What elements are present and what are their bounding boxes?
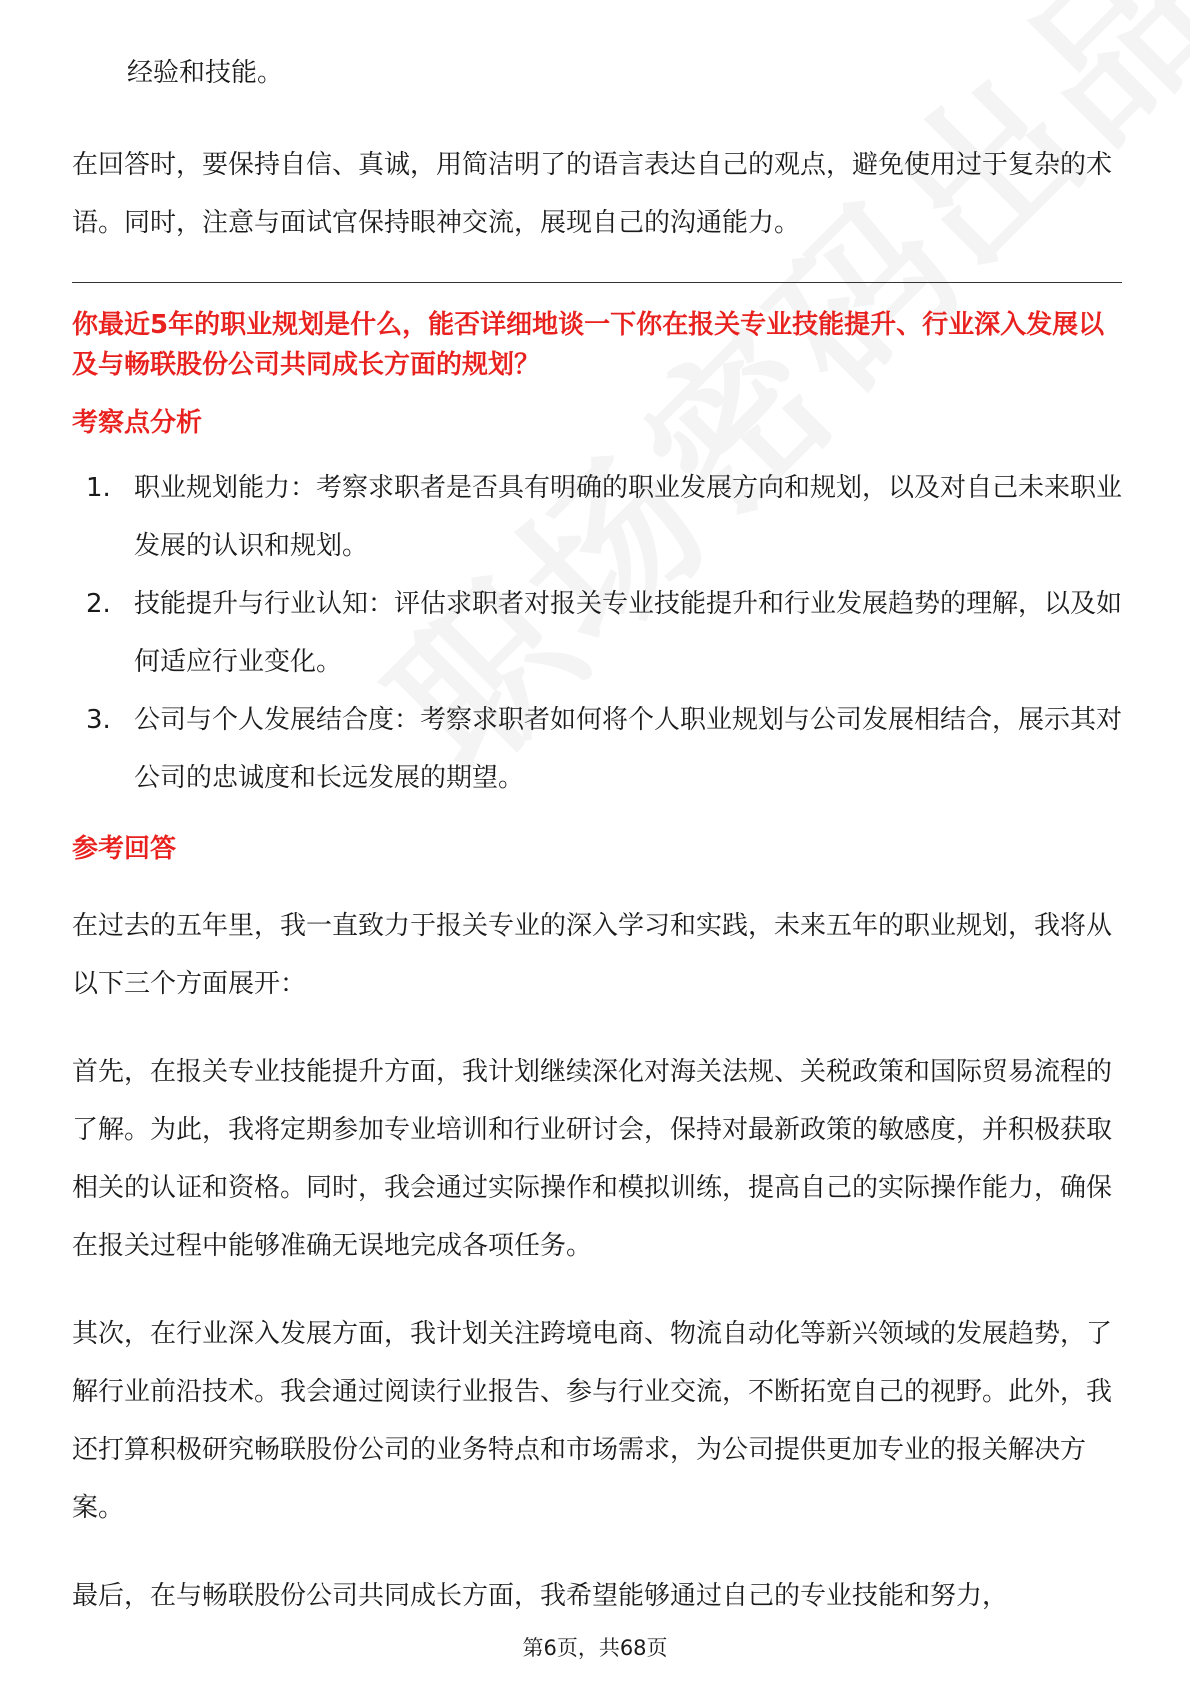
- answer-paragraph-1: 在过去的五年里，我一直致力于报关专业的深入学习和实践，未来五年的职业规划，我将从以下三个方面展开：: [72, 911, 1113, 999]
- section-divider: [72, 282, 1122, 283]
- intro-continuation: 经验和技能。: [127, 58, 284, 88]
- list-text: 职业规划能力：考察求职者是否具有明确的职业发展方向和规划，以及对自己未来职业发展的认识和规划。: [134, 473, 1123, 561]
- analysis-heading: 考察点分析: [72, 408, 203, 438]
- answer-paragraph-4: 最后，在与畅联股份公司共同成长方面，我希望能够通过自己的专业技能和努力，: [72, 1581, 1009, 1611]
- answer-paragraph-2: 首先，在报关专业技能提升方面，我计划继续深化对海关法规、关税政策和国际贸易流程的了解。为此，我将定期参加专业培训和行业研讨会，保持对最新政策的敏感度，并积极获取相关的认证和资格。同时，我会通过实际操作和模拟训练，提高自己的实际操作能力，确保在报关过程中能够准确无误地完成各项任务。: [72, 1057, 1113, 1261]
- list-item: [86, 459, 1122, 575]
- list-text: 技能提升与行业认知：评估求职者对报关专业技能提升和行业发展趋势的理解，以及如何适应行业变化。: [134, 589, 1123, 677]
- list-number: 3.: [86, 705, 111, 735]
- page-content: [72, 44, 1122, 1625]
- answer-paragraph-3: 其次，在行业深入发展方面，我计划关注跨境电商、物流自动化等新兴领域的发展趋势，了解行业前沿技术。我会通过阅读行业报告、参与行业交流，不断拓宽自己的视野。此外，我还打算积极研究畅联股份公司的业务特点和市场需求，为公司提供更加专业的报关解决方案。: [72, 1319, 1113, 1523]
- answer-heading: 参考回答: [72, 834, 177, 864]
- page-number: 第6页，共68页: [522, 1636, 668, 1660]
- list-item: [86, 575, 1122, 691]
- list-text: 公司与个人发展结合度：考察求职者如何将个人职业规划与公司发展相结合，展示其对公司的忠诚度和长远发展的期望。: [134, 705, 1123, 793]
- analysis-list: [72, 459, 1122, 807]
- list-number: 1.: [86, 473, 111, 503]
- list-item: [86, 691, 1122, 807]
- interview-question: 你最近5年的职业规划是什么，能否详细地谈一下你在报关专业技能提升、行业深入发展以及与畅联股份公司共同成长方面的规划？: [72, 310, 1105, 380]
- list-number: 2.: [86, 589, 111, 619]
- intro-paragraph: 在回答时，要保持自信、真诚，用简洁明了的语言表达自己的观点，避免使用过于复杂的术语。同时，注意与面试官保持眼神交流，展现自己的沟通能力。: [72, 150, 1113, 238]
